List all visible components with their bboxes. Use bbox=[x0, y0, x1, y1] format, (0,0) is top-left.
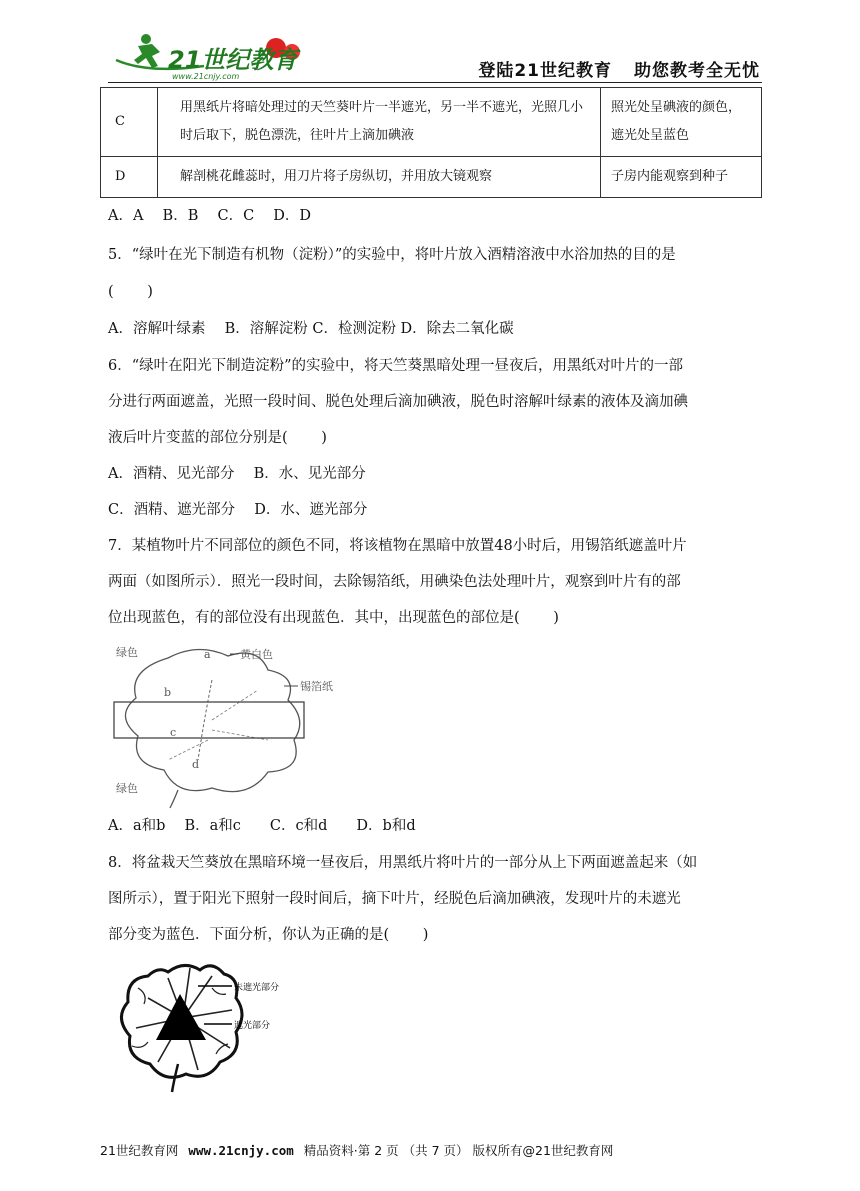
option-cell: C bbox=[101, 88, 158, 157]
leaf-outline bbox=[125, 649, 299, 791]
label-c: c bbox=[170, 726, 177, 739]
q8-stem-line-1: 8．将盆栽天竺葵放在黑暗环境一昼夜后，用黑纸片将叶片的一部分从上下两面遮盖起来（如 bbox=[108, 855, 698, 871]
site-logo bbox=[108, 30, 308, 82]
header-slogan bbox=[456, 56, 760, 81]
label-green-top: 绿色 bbox=[116, 646, 138, 659]
method-cell: 用黑纸片将暗处理过的天竺葵叶片一半遮光，另一半不遮光，光照几小时后取下，脱色漂洗，往叶片上滴加碘液 bbox=[158, 88, 601, 157]
q6-options-row-1: A．酒精、见光部分 B．水、见光部分 bbox=[108, 466, 366, 482]
label-shaded: 遮光部分 bbox=[234, 1021, 271, 1031]
result-cell: 照光处呈碘液的颜色，遮光处呈蓝色 bbox=[601, 88, 762, 157]
label-unshaded: 未遮光部分 bbox=[234, 983, 280, 993]
label-yellow-white: 黄白色 bbox=[240, 648, 273, 661]
q5-answer-options: A．溶解叶绿素 B．溶解淀粉 C．检测淀粉 D．除去二氧化碳 bbox=[108, 321, 514, 337]
slogan-login: 登陆21世纪教育 bbox=[478, 61, 612, 81]
options-table bbox=[100, 87, 762, 198]
label-b: b bbox=[164, 686, 172, 699]
logo-url: www.21cnjy.com bbox=[172, 72, 240, 81]
table-row bbox=[101, 157, 762, 198]
q7-stem-line-1: 7．某植物叶片不同部位的颜色不同，将该植物在黑暗中放置48小时后，用锡箔纸遮盖叶片 bbox=[108, 538, 687, 554]
label-a: a bbox=[204, 648, 211, 661]
footer-url[interactable]: www.21cnjy.com bbox=[188, 1143, 294, 1158]
q8-leaf-figure bbox=[108, 958, 338, 1094]
label-green-bottom: 绿色 bbox=[116, 782, 138, 795]
label-d: d bbox=[192, 758, 200, 771]
header-rule bbox=[108, 82, 762, 83]
foil-strip bbox=[114, 702, 304, 738]
q8-stem-line-3: 部分变为蓝色．下面分析，你认为正确的是( ) bbox=[108, 927, 429, 943]
q6-stem-line-2: 分进行两面遮盖，光照一段时间、脱色处理后滴加碘液，脱色时溶解叶绿素的液体及滴加碘 bbox=[108, 394, 688, 410]
q7-answer-options: A．a和b B．a和c C．c和d D．b和d bbox=[108, 818, 416, 834]
q5-stem-line-1: 5．“绿叶在光下制造有机物（淀粉）”的实验中，将叶片放入酒精溶液中水浴加热的目的是 bbox=[108, 247, 676, 263]
method-cell: 解剖桃花雌蕊时，用刀片将子房纵切，并用放大镜观察 bbox=[158, 157, 601, 198]
slogan-help: 助您教考全无忧 bbox=[634, 61, 760, 81]
table-row bbox=[101, 88, 762, 157]
q8-stem-line-2: 图所示），置于阳光下照射一段时间后，摘下叶片，经脱色后滴加碘液，发现叶片的未遮光 bbox=[108, 891, 681, 907]
logo-text: 21世纪教育 bbox=[168, 46, 298, 74]
q6-options-row-2: C．酒精、遮光部分 D．水、遮光部分 bbox=[108, 502, 368, 518]
label-foil: 锡箔纸 bbox=[300, 680, 333, 693]
q7-leaf-figure bbox=[108, 640, 418, 810]
q6-stem-line-3: 液后叶片变蓝的部位分别是( ) bbox=[108, 430, 327, 446]
q6-stem-line-1: 6．“绿叶在阳光下制造淀粉”的实验中，将天竺葵黑暗处理一昼夜后，用黑纸对叶片的一部 bbox=[108, 358, 684, 374]
q7-stem-line-2: 两面（如图所示）．照光一段时间，去除锡箔纸，用碘染色法处理叶片，观察到叶片有的部 bbox=[108, 574, 681, 590]
footer-page-info: 精品资料·第 2 页 （共 7 页） 版权所有@21世纪教育网 bbox=[303, 1143, 614, 1158]
q7-stem-line-3: 位出现蓝色，有的部位没有出现蓝色．其中，出现蓝色的部位是( ) bbox=[108, 610, 559, 626]
page-header bbox=[108, 30, 760, 82]
q4-answer-options: A．A B．B C．C D．D bbox=[108, 208, 312, 224]
q5-stem-line-2: ( ) bbox=[108, 284, 153, 300]
footer-site-name: 21世纪教育网 bbox=[100, 1143, 179, 1158]
page-footer bbox=[100, 1141, 613, 1159]
result-cell: 子房内能观察到种子 bbox=[601, 157, 762, 198]
option-cell: D bbox=[101, 157, 158, 198]
